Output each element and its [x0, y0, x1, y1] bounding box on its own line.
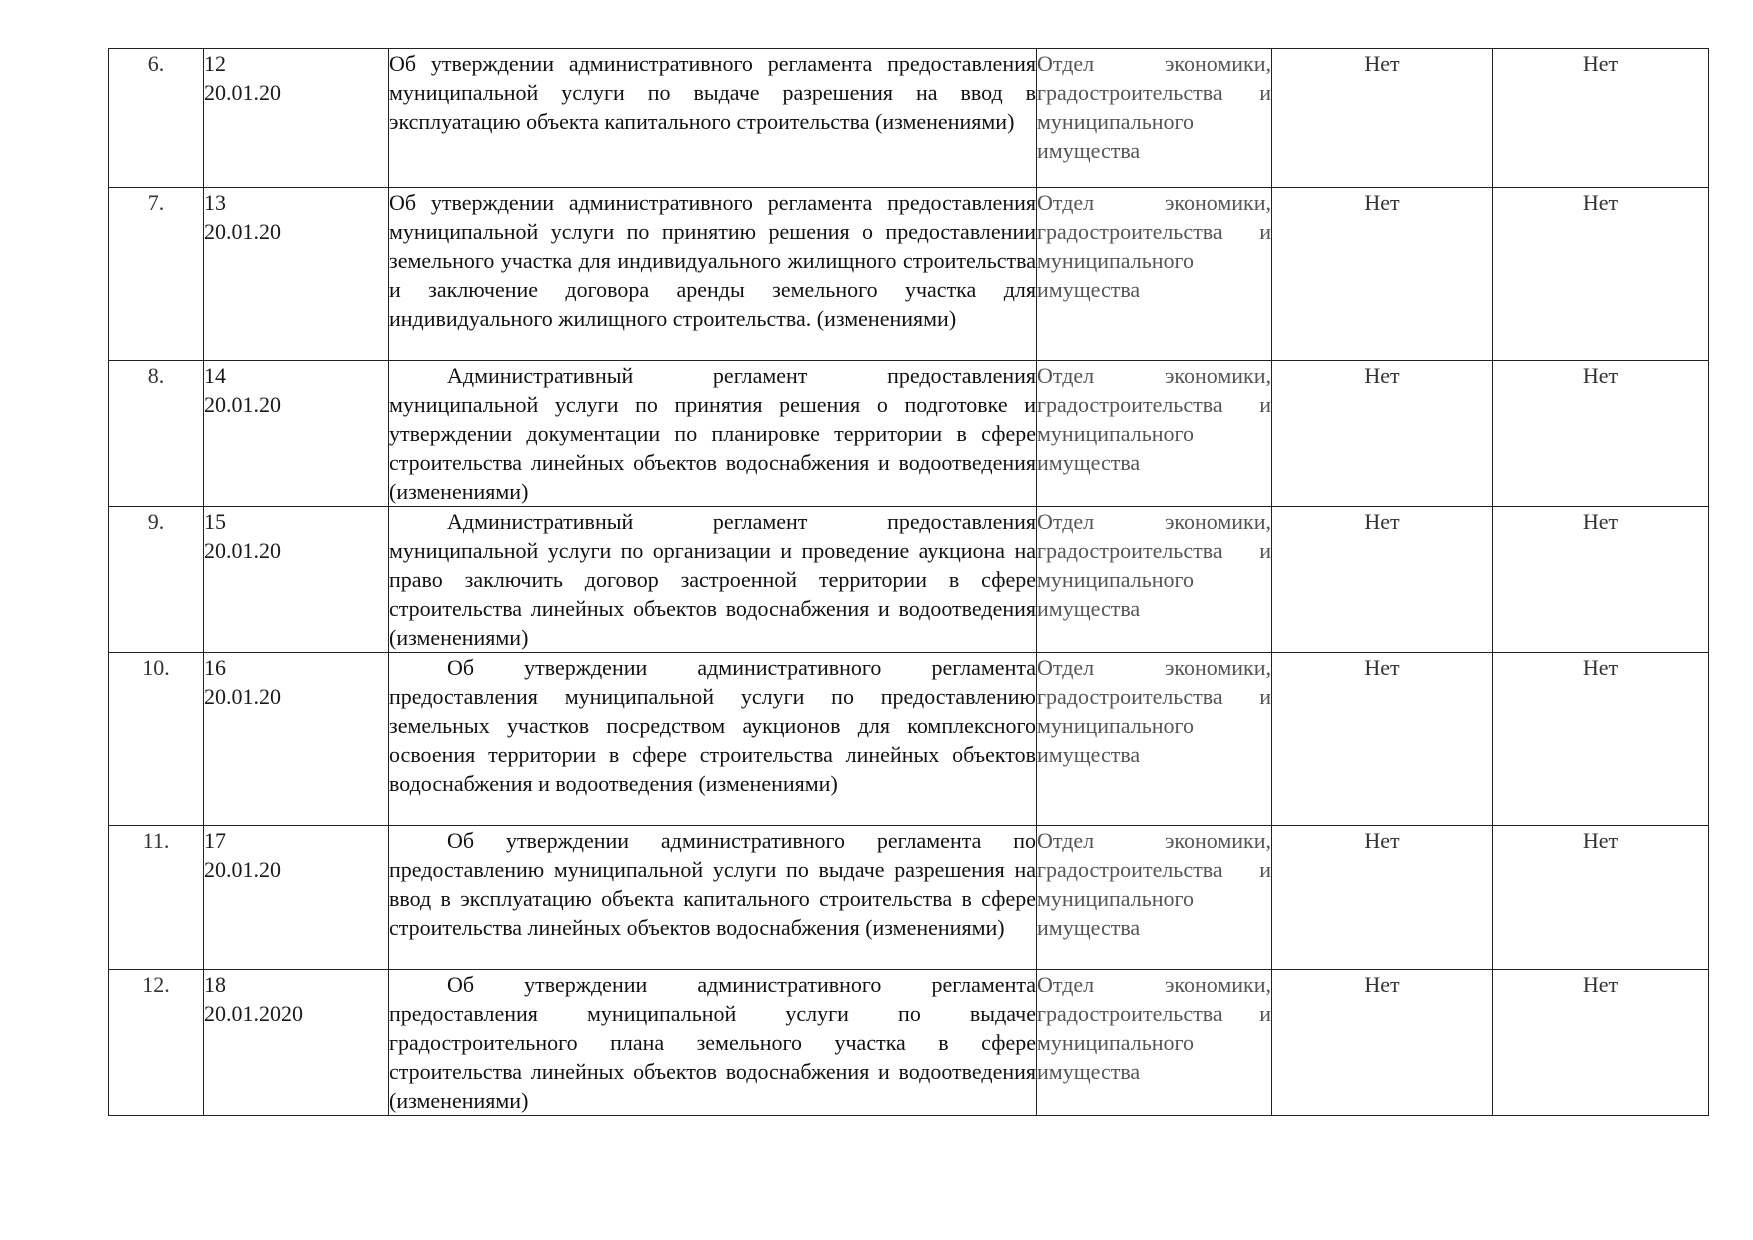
row-number: 10. — [109, 653, 204, 826]
table-row — [109, 507, 1709, 653]
row-number: 11. — [109, 826, 204, 970]
status-column-a: Нет — [1272, 653, 1493, 826]
table-row — [109, 970, 1709, 1116]
row-number: 7. — [109, 188, 204, 361]
document-reference — [204, 970, 389, 1116]
row-number: 9. — [109, 507, 204, 653]
document-number: 13 — [204, 190, 226, 215]
document-date: 20.01.20 — [204, 392, 281, 417]
status-column-b: Нет — [1493, 826, 1709, 970]
status-column-a: Нет — [1272, 188, 1493, 361]
responsible-department: Отдел экономики, градостроительства и муниципального имущества — [1037, 970, 1272, 1116]
status-column-b: Нет — [1493, 361, 1709, 507]
status-column-b: Нет — [1493, 507, 1709, 653]
table-row — [109, 653, 1709, 826]
document-reference — [204, 188, 389, 361]
responsible-department: Отдел экономики, градостроительства и муниципального имущества — [1037, 653, 1272, 826]
regulations-table — [108, 48, 1709, 1116]
document-date: 20.01.20 — [204, 80, 281, 105]
document-number: 16 — [204, 655, 226, 680]
responsible-department: Отдел экономики, градостроительства и муниципального имущества — [1037, 49, 1272, 188]
regulation-title: Об утверждении административного регламента предоставления муниципальной услуги по предоставлению земельных участков посредством аукционов для комплексного освоения территории в сфере строительства линейных объектов водоснабжения и водоотведения (изменениями) — [389, 653, 1037, 826]
document-number: 17 — [204, 828, 226, 853]
document-date: 20.01.20 — [204, 857, 281, 882]
document-reference — [204, 653, 389, 826]
row-number: 6. — [109, 49, 204, 188]
status-column-a: Нет — [1272, 970, 1493, 1116]
table-row — [109, 49, 1709, 188]
responsible-department: Отдел экономики, градостроительства и муниципального имущества — [1037, 188, 1272, 361]
regulation-title: Об утверждении административного регламента предоставления муниципальной услуги по принятию решения о предоставлении земельного участка для индивидуального жилищного строительства и заключение договора аренды земельного участка для индивидуального жилищного строительства. (изменениями) — [389, 188, 1037, 361]
document-date: 20.01.2020 — [204, 1001, 303, 1026]
document-date: 20.01.20 — [204, 219, 281, 244]
responsible-department: Отдел экономики, градостроительства и муниципального имущества — [1037, 826, 1272, 970]
row-number: 8. — [109, 361, 204, 507]
document-date: 20.01.20 — [204, 684, 281, 709]
document-reference — [204, 361, 389, 507]
document-date: 20.01.20 — [204, 538, 281, 563]
regulation-title: Об утверждении административного регламента по предоставлению муниципальной услуги по выдаче разрешения на ввод в эксплуатацию объекта капитального строительства в сфере строительства линейных объектов водоснабжения (изменениями) — [389, 826, 1037, 970]
table-row — [109, 826, 1709, 970]
document-number: 14 — [204, 363, 226, 388]
table-row — [109, 361, 1709, 507]
regulation-title: Об утверждении административного регламента предоставления муниципальной услуги по выдаче градостроительного плана земельного участка в сфере строительства линейных объектов водоснабжения и водоотведения (изменениями) — [389, 970, 1037, 1116]
document-number: 15 — [204, 509, 226, 534]
status-column-a: Нет — [1272, 49, 1493, 188]
status-column-b: Нет — [1493, 188, 1709, 361]
table-row — [109, 188, 1709, 361]
regulation-title: Об утверждении административного регламента предоставления муниципальной услуги по выдаче разрешения на ввод в эксплуатацию объекта капитального строительства (изменениями) — [389, 49, 1037, 188]
document-number: 18 — [204, 972, 226, 997]
row-number: 12. — [109, 970, 204, 1116]
document-reference — [204, 826, 389, 970]
status-column-b: Нет — [1493, 49, 1709, 188]
responsible-department: Отдел экономики, градостроительства и муниципального имущества — [1037, 361, 1272, 507]
responsible-department: Отдел экономики, градостроительства и муниципального имущества — [1037, 507, 1272, 653]
document-number: 12 — [204, 51, 226, 76]
regulation-title: Административный регламент предоставления муниципальной услуги по организации и проведение аукциона на право заключить договор застроенной территории в сфере строительства линейных объектов водоснабжения и водоотведения (изменениями) — [389, 507, 1037, 653]
regulation-title: Административный регламент предоставления муниципальной услуги по принятия решения о подготовке и утверждении документации по планировке территории в сфере строительства линейных объектов водоснабжения и водоотведения (изменениями) — [389, 361, 1037, 507]
status-column-b: Нет — [1493, 970, 1709, 1116]
status-column-b: Нет — [1493, 653, 1709, 826]
document-reference — [204, 507, 389, 653]
status-column-a: Нет — [1272, 826, 1493, 970]
document-reference — [204, 49, 389, 188]
status-column-a: Нет — [1272, 361, 1493, 507]
status-column-a: Нет — [1272, 507, 1493, 653]
